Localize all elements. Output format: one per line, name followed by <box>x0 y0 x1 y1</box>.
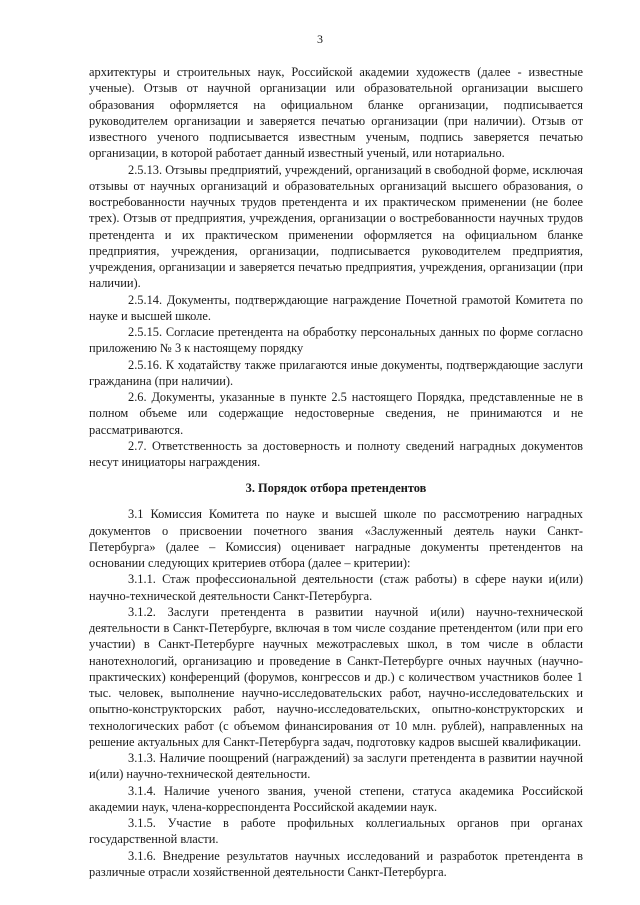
paragraph-3-1-1: 3.1.1. Стаж профессиональной деятельности (стаж работы) в сфере науки и(или) научно-технической деятельности Санкт-Петербурга. <box>89 572 583 603</box>
paragraph-continuation: архитектуры и строительных наук, Российской академии художеств (далее - известные ученые). Отзыв от научной организации или образовательной организации высшего образования оформляется на официальном бланке организации, подписывается руководителем организации и заверяется печатью организации (при наличии). Отзыв от известного ученого подписывается известным ученым, подпись заверяется печатью организации, в которой работает данный известный ученый, или нотариально. <box>89 65 583 161</box>
paragraph-2-5-15: 2.5.15. Согласие претендента на обработку персональных данных по форме согласно приложению № 3 к настоящему порядку <box>89 325 583 356</box>
paragraph-2-5-14: 2.5.14. Документы, подтверждающие награждение Почетной грамотой Комитета по науке и высшей школе. <box>89 292 583 323</box>
page-number: 3 <box>317 32 323 46</box>
paragraph-3-1-2: 3.1.2. Заслуги претендента в развитии научной и(или) научно-технической деятельности в Санкт-Петербурге, включая в том числе создание претендентом (или при его участии) в Санкт-Петербурге научных межотраслевых школ, в том числе в области нанотехнологий, организацию и проведение в Санкт-Петербурге очных научных (научно-практических) конференций (форумов, конгрессов и др.) с количеством участников более 1 тыс. человек, выполнение научно-исследовательских работ, научно-исследовательских и опытно-конструкторских работ, научно-исследовательских, опытно-конструкторских и технологических работ (с объемом финансирования от 10 млн. рублей), направленных на решение актуальных для Санкт-Петербурга задач, подготовку кадров высшей квалификации. <box>89 604 583 749</box>
paragraph-3-1: 3.1 Комиссия Комитета по науке и высшей школе по рассмотрению наградных документов о присвоении почетного звания «Заслуженный деятель науки Санкт-Петербурга» (далее – Комиссия) оценивает наградные документы претендентов на основании следующих критериев отбора (далее – критерии): <box>89 507 583 570</box>
paragraph-3-1-3: 3.1.3. Наличие поощрений (награждений) за заслуги претендента в развитии научной и(или) научно-технической деятельности. <box>89 751 583 782</box>
paragraph-2-7: 2.7. Ответственность за достоверность и полноту сведений наградных документов несут инициаторы награждения. <box>89 438 583 469</box>
paragraph-2-6: 2.6. Документы, указанные в пункте 2.5 настоящего Порядка, представленные не в полном объеме или содержащие недостоверные сведения, не принимаются и не рассматриваются. <box>89 390 583 437</box>
spacer <box>89 470 583 480</box>
paragraph-3-1-4: 3.1.4. Наличие ученого звания, ученой степени, статуса академика Российской академии наук, члена-корреспондента Российской академии наук. <box>89 783 583 814</box>
section-3-heading: 3. Порядок отбора претендентов <box>245 481 427 496</box>
page-content <box>89 64 583 880</box>
spacer <box>89 496 583 506</box>
paragraph-2-5-13: 2.5.13. Отзывы предприятий, учреждений, организаций в свободной форме, исключая отзывы от научных организаций и образовательных организаций высшего образования, о востребованности научных трудов претендента и их практическом применении (не более трех). Отзыв от предприятия, учреждения, организации о востребованности научных трудов претендента и их практическом применении оформляется на официальном бланке предприятия, учреждения, организации, подписывается руководителем предприятия, учреждения, организации и заверяется печатью предприятия, учреждения, организации (при наличии). <box>89 162 583 291</box>
paragraph-3-1-6: 3.1.6. Внедрение результатов научных исследований и разработок претендента в различные отрасли хозяйственной деятельности Санкт-Петербурга. <box>89 848 583 879</box>
paragraph-2-5-16: 2.5.16. К ходатайству также прилагаются иные документы, подтверждающие заслуги гражданина (при наличии). <box>89 357 583 388</box>
paragraph-3-1-5: 3.1.5. Участие в работе профильных коллегиальных органов при органах государственной власти. <box>89 816 583 847</box>
